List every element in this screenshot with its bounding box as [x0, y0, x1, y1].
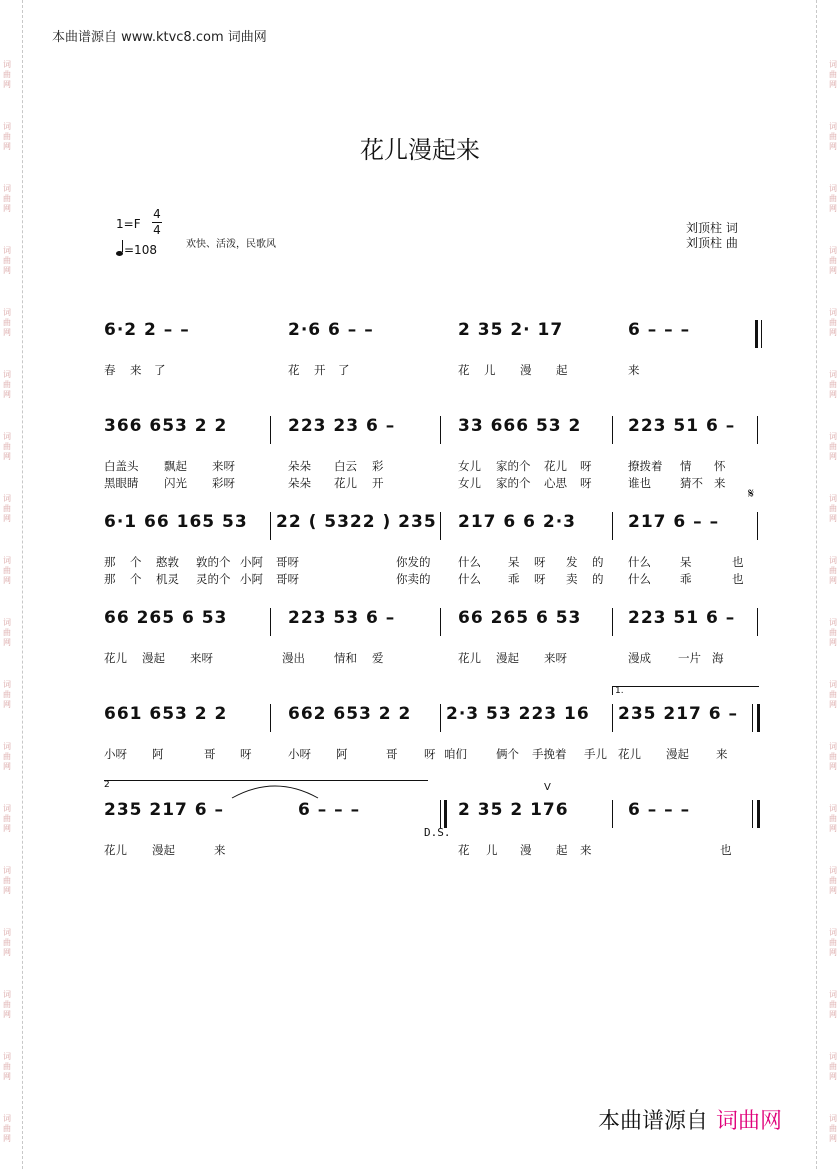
barline — [440, 416, 441, 444]
footer-text: 本曲谱源自 — [597, 1109, 708, 1134]
lyric: 你卖的 — [396, 572, 431, 586]
lyric: 呀 — [534, 555, 546, 569]
measure: 235 217 6 – — [104, 800, 225, 820]
lyric: 小阿 — [240, 572, 263, 586]
measure: 2·6 6 – – — [288, 320, 374, 340]
repeat-barline — [755, 320, 758, 348]
lyric: 乖 — [680, 572, 692, 586]
lyric: 小阿 — [240, 555, 263, 569]
volta-bracket-1: 1. — [612, 686, 759, 695]
side-watermark: 词曲网 — [3, 432, 11, 461]
measure: 366 653 2 2 — [104, 416, 228, 436]
barline — [752, 704, 753, 732]
side-watermark: 词曲网 — [829, 618, 837, 647]
score-system — [0, 800, 840, 836]
lyric: 呆 — [680, 555, 692, 569]
measure: 33 666 53 2 — [458, 416, 582, 436]
measure: 217 6 – – — [628, 512, 720, 532]
lyric: 花儿 — [458, 651, 481, 665]
tempo-value: =108 — [124, 243, 157, 257]
lyricist: 刘顶柱 词 — [686, 221, 738, 235]
lyric: 的 — [592, 555, 604, 569]
lyric: 那 — [104, 555, 116, 569]
lyric: 来呀 — [212, 459, 235, 473]
barline — [757, 512, 758, 540]
side-watermark: 词曲网 — [829, 556, 837, 585]
lyric: 呀 — [534, 572, 546, 586]
lyric: 撩拨着 — [628, 459, 663, 473]
lyric: 儿 — [486, 843, 498, 857]
barline — [270, 512, 271, 540]
barline — [752, 800, 753, 828]
lyric: 来 — [714, 476, 726, 490]
score-system — [0, 608, 840, 644]
lyric: 呀 — [424, 747, 436, 761]
lyric: 也 — [720, 843, 732, 857]
lyrics-line — [0, 746, 840, 762]
measure: 22 ( 5322 ) 235 — [276, 512, 437, 532]
lyric: 家的个 — [496, 459, 531, 473]
side-watermark: 词曲网 — [829, 246, 837, 275]
lyrics-line — [0, 458, 840, 474]
song-title: 花儿漫起来 — [360, 136, 480, 164]
measure: 223 51 6 – — [628, 608, 736, 628]
side-watermark: 词曲网 — [3, 866, 11, 895]
lyric: 你发的 — [396, 555, 431, 569]
lyric: 机灵 — [156, 572, 179, 586]
lyric: 个 — [130, 555, 142, 569]
composer: 刘顶柱 曲 — [686, 236, 738, 250]
barline — [440, 608, 441, 636]
side-watermark: 词曲网 — [3, 618, 11, 647]
side-watermark: 词曲网 — [829, 432, 837, 461]
breath-mark: V — [544, 782, 551, 793]
side-watermark: 词曲网 — [829, 928, 837, 957]
expression-mark: 欢快、活泼，民歌风 — [186, 239, 276, 250]
lyric: 漫成 — [628, 651, 651, 665]
lyric: 朵朵 — [288, 459, 311, 473]
lyric: 情 — [680, 459, 692, 473]
side-watermark: 词曲网 — [829, 804, 837, 833]
lyric: 海 — [712, 651, 724, 665]
measure: 66 265 6 53 — [104, 608, 228, 628]
lyric: 呀 — [580, 459, 592, 473]
side-watermark: 词曲网 — [3, 308, 11, 337]
lyric: 花儿 — [104, 651, 127, 665]
lyric: 朵朵 — [288, 476, 311, 490]
lyric: 了 — [154, 363, 166, 377]
lyric: 也 — [732, 572, 744, 586]
barline — [440, 800, 441, 828]
lyric: 闪光 — [164, 476, 187, 490]
lyric: 漫出 — [282, 651, 305, 665]
side-watermark: 词曲网 — [3, 494, 11, 523]
lyric: 来 — [580, 843, 592, 857]
side-watermark: 词曲网 — [3, 1114, 11, 1143]
barline — [440, 704, 441, 732]
barline — [612, 608, 613, 636]
measure: 661 653 2 2 — [104, 704, 228, 724]
side-watermark: 词曲网 — [3, 246, 11, 275]
lyric: 憨敦 — [156, 555, 179, 569]
measure: 2·3 53 223 16 — [446, 704, 590, 724]
lyric: 开 — [372, 476, 384, 490]
side-watermark: 词曲网 — [3, 804, 11, 833]
side-watermark: 词曲网 — [829, 308, 837, 337]
side-watermark: 词曲网 — [3, 990, 11, 1019]
ds-mark: D.S. — [424, 826, 451, 839]
lyric: 漫起 — [666, 747, 689, 761]
lyric: 乖 — [508, 572, 520, 586]
barline — [444, 800, 447, 828]
time-signature-bottom: 4 — [153, 223, 161, 237]
lyric: 起 — [556, 363, 568, 377]
lyric: 发 — [566, 555, 578, 569]
barline — [612, 704, 613, 732]
lyric: 卖 — [566, 572, 578, 586]
side-watermark: 词曲网 — [829, 184, 837, 213]
lyrics-line — [0, 554, 840, 570]
lyric: 小呀 — [104, 747, 127, 761]
lyric: 猜不 — [680, 476, 703, 490]
side-watermark: 词曲网 — [829, 370, 837, 399]
lyric: 漫 — [520, 363, 532, 377]
score-system — [0, 416, 840, 452]
lyric: 呆 — [508, 555, 520, 569]
lyric: 来 — [716, 747, 728, 761]
lyric: 漫 — [520, 843, 532, 857]
lyric: 花儿 — [544, 459, 567, 473]
side-watermark: 词曲网 — [3, 928, 11, 957]
side-watermark: 词曲网 — [3, 556, 11, 585]
final-barline — [757, 800, 760, 828]
measure: 235 217 6 – — [618, 704, 739, 724]
source-line: 本曲谱源自 www.ktvc8.com 词曲网 — [52, 30, 267, 45]
lyric: 起 — [556, 843, 568, 857]
time-signature — [152, 207, 162, 238]
lyric: 哥 — [204, 747, 216, 761]
repeat-barline — [757, 704, 760, 732]
lyric: 阿 — [152, 747, 164, 761]
barline — [270, 416, 271, 444]
side-watermark: 词曲网 — [3, 60, 11, 89]
measure: 2 35 2 176 — [458, 800, 569, 820]
measure: 2 35 2· 17 — [458, 320, 564, 340]
measure: 6·1 66 165 53 — [104, 512, 248, 532]
side-watermark: 词曲网 — [829, 680, 837, 709]
lyric: 灵的个 — [196, 572, 231, 586]
barline — [757, 608, 758, 636]
footer-brand[interactable]: 词曲网 — [715, 1109, 782, 1134]
lyric: 心思 — [544, 476, 567, 490]
measure: 662 653 2 2 — [288, 704, 412, 724]
lyric: 也 — [732, 555, 744, 569]
measure: 6·2 2 – – — [104, 320, 190, 340]
lyric: 白云 — [334, 459, 357, 473]
lyric: 手挽着 — [532, 747, 567, 761]
lyric: 呀 — [240, 747, 252, 761]
lyric: 花 — [458, 843, 470, 857]
lyric: 哥呀 — [276, 555, 299, 569]
measure: 6 – – – — [298, 800, 361, 820]
measure: 223 53 6 – — [288, 608, 396, 628]
lyric: 爱 — [372, 651, 384, 665]
lyric: 白盖头 — [104, 459, 139, 473]
barline — [612, 800, 613, 828]
lyric: 敦的个 — [196, 555, 231, 569]
lyric: 来呀 — [190, 651, 213, 665]
lyric: 来 — [130, 363, 142, 377]
lyric: 花 — [458, 363, 470, 377]
side-watermark: 词曲网 — [829, 122, 837, 151]
lyric: 的 — [592, 572, 604, 586]
side-watermark: 词曲网 — [3, 1052, 11, 1081]
lyric: 儿 — [484, 363, 496, 377]
lyric: 什么 — [458, 572, 481, 586]
barline — [270, 608, 271, 636]
lyric: 家的个 — [496, 476, 531, 490]
lyrics-line — [0, 362, 840, 378]
lyric: 花儿 — [104, 843, 127, 857]
lyric: 开 — [314, 363, 326, 377]
lyric: 了 — [338, 363, 350, 377]
barline — [440, 512, 441, 540]
lyric: 女儿 — [458, 476, 481, 490]
lyric: 漫起 — [142, 651, 165, 665]
lyric: 哥呀 — [276, 572, 299, 586]
lyric: 那 — [104, 572, 116, 586]
lyric: 来 — [628, 363, 640, 377]
lyric: 一片 — [678, 651, 701, 665]
side-watermark: 词曲网 — [829, 866, 837, 895]
lyric: 来 — [214, 843, 226, 857]
measure: 66 265 6 53 — [458, 608, 582, 628]
lyric: 来呀 — [544, 651, 567, 665]
measure: 223 51 6 – — [628, 416, 736, 436]
lyric: 春 — [104, 363, 116, 377]
score-system — [0, 320, 840, 356]
footer — [598, 1104, 782, 1135]
lyric: 手儿 — [584, 747, 607, 761]
score-system — [0, 704, 840, 740]
lyric: 什么 — [628, 572, 651, 586]
volta-bracket-2: 2 — [104, 780, 428, 789]
lyric: 漫起 — [152, 843, 175, 857]
lyric: 咱们 — [444, 747, 467, 761]
lyric: 彩呀 — [212, 476, 235, 490]
side-watermark: 词曲网 — [829, 742, 837, 771]
lyric: 漫起 — [496, 651, 519, 665]
lyric: 俩个 — [496, 747, 519, 761]
lyrics-line — [0, 650, 840, 666]
lyric: 黑眼睛 — [104, 476, 139, 490]
lyrics-line — [0, 475, 840, 491]
lyric: 哥 — [386, 747, 398, 761]
lyrics-line — [0, 842, 840, 858]
lyrics-line — [0, 571, 840, 587]
barline — [612, 512, 613, 540]
side-watermark: 词曲网 — [3, 370, 11, 399]
side-watermark: 词曲网 — [3, 680, 11, 709]
lyric: 彩 — [372, 459, 384, 473]
score-system — [0, 512, 840, 548]
lyric: 什么 — [458, 555, 481, 569]
side-watermark: 词曲网 — [829, 990, 837, 1019]
lyric: 情和 — [334, 651, 357, 665]
slur — [230, 780, 320, 800]
side-watermark: 词曲网 — [829, 60, 837, 89]
measure: 6 – – – — [628, 800, 691, 820]
lyric: 花 — [288, 363, 300, 377]
lyric: 呀 — [580, 476, 592, 490]
barline — [761, 320, 762, 348]
measure: 6 – – – — [628, 320, 691, 340]
lyric: 谁也 — [628, 476, 651, 490]
side-watermark: 词曲网 — [829, 1114, 837, 1143]
barline — [757, 416, 758, 444]
measure: 217 6 6 2·3 — [458, 512, 577, 532]
lyric: 花儿 — [618, 747, 641, 761]
lyric: 飘起 — [164, 459, 187, 473]
side-watermark: 词曲网 — [3, 742, 11, 771]
lyric: 阿 — [336, 747, 348, 761]
barline — [612, 416, 613, 444]
time-signature-top: 4 — [153, 207, 161, 221]
tempo-mark — [116, 242, 157, 257]
lyric: 怀 — [714, 459, 726, 473]
lyric: 女儿 — [458, 459, 481, 473]
lyric: 什么 — [628, 555, 651, 569]
side-watermark: 词曲网 — [829, 1052, 837, 1081]
segno-icon: 𝄋 — [748, 486, 755, 502]
side-watermark: 词曲网 — [829, 494, 837, 523]
credits — [686, 221, 738, 251]
side-watermark: 词曲网 — [3, 184, 11, 213]
key-signature: 1=F — [116, 217, 141, 231]
measure: 223 23 6 – — [288, 416, 396, 436]
lyric: 个 — [130, 572, 142, 586]
side-watermark: 词曲网 — [3, 122, 11, 151]
barline — [270, 704, 271, 732]
lyric: 花儿 — [334, 476, 357, 490]
lyric: 小呀 — [288, 747, 311, 761]
